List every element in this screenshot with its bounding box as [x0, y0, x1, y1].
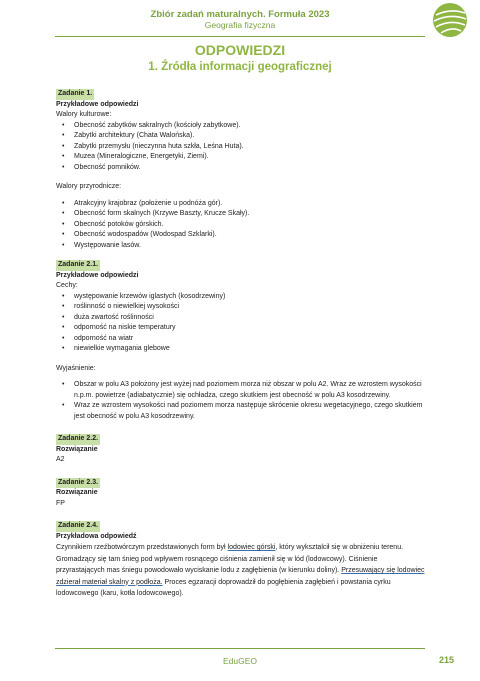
page-number: 215	[438, 655, 454, 665]
task-answer: A2	[56, 456, 65, 463]
list-item: • Obecność pomników.	[74, 163, 426, 174]
list-item: • Atrakcyjny krajobraz (położenie u podnóża gór).	[74, 199, 426, 210]
list-item: • Obszar w polu A3 położony jest wyżej nad poziomem morza niż obszar w polu A2. Wraz ze wzrostem wysokości n.p.m. powietrze (adiabatycznie) się ochładza, czego skutkiem jest obecność w polu A3 kosodrzewiny.	[74, 380, 426, 401]
group-title: Walory przyrodnicze:	[56, 183, 122, 190]
task-subtitle: Przykładowa odpowiedź	[56, 532, 137, 540]
list-item: • Zabytki przemysłu (nieczynna huta szkła, Leśna Huta).	[74, 142, 426, 153]
group-title: Walory kulturowe:	[56, 111, 112, 118]
underlined-text: lodowiec górski	[227, 544, 276, 551]
task-label: Zadanie 2.4.	[56, 521, 100, 532]
list-item: • Obecność form skalnych (Krzywe Baszty, Krucze Skały).	[74, 209, 426, 220]
list-item: • Zabytki architektury (Chata Walońska).	[74, 131, 426, 142]
task-label: Zadanie 2.3.	[56, 478, 100, 489]
list-item: • duża zwartość roślinności	[74, 313, 426, 324]
underlined-text: Przesuwający się lodowiec zdzierał materiał skalny z podłoża.	[56, 567, 425, 586]
page-header	[0, 0, 480, 40]
cultural-list	[56, 121, 426, 174]
section-title: 1. Źródła informacji geograficznej	[148, 61, 332, 73]
group-title: Cechy:	[56, 282, 78, 289]
globe-logo-icon	[432, 2, 468, 38]
group-title: Wyjaśnienie:	[56, 364, 96, 372]
header-divider	[55, 36, 425, 37]
task-subtitle: Rozwiązanie	[56, 445, 98, 453]
list-item: • występowanie krzewów iglastych (kosodrzewiny)	[74, 292, 426, 303]
task-label: Zadanie 2.1.	[56, 260, 100, 271]
features-list	[56, 292, 426, 355]
explanation-list	[56, 380, 426, 422]
task-answer: FP	[56, 499, 65, 507]
list-item: • Obecność zabytków sakralnych (kościoły zabytkowe).	[74, 121, 426, 132]
list-item: • odporność na niskie temperatury	[74, 323, 426, 334]
footer-divider	[55, 648, 425, 649]
list-item: • Wraz ze wzrostem wysokości nad poziomem morza następuje skrócenie okresu wegetacyjnego, czego skutkiem jest obecność w polu A3 kosodrzewiny.	[74, 401, 426, 422]
task-label: Zadanie 1.	[56, 89, 94, 100]
list-item: • Muzea (Mineralogiczne, Energetyki, Ziemi).	[74, 152, 426, 163]
task-subtitle: Rozwiązanie	[56, 489, 98, 496]
answer-paragraph: Czynnikiem rzeźbotwórczym przedstawionych form był lodowiec górski, który wyksztalcił się w obniżeniu terenu. Gromadzący się tam śnieg pod wpływem rosnącego ciśnienia zamienił się w lód (lodowcowy). Ciśnienie przyrastających mas śniegu powodowało wyciskanie lodu z zagłębienia (w kierunku doliny). Przesuwający się lodowiec zdzierał materiał skalny z podłoża. Proces egzaracji doprowadził do pogłębienia zagłębień i powstania cyrku lodowcowego (karu, kotła lodowcowego).	[56, 544, 425, 597]
task-subtitle: Przykładowe odpowiedzi	[56, 271, 139, 279]
list-item: • niewielkie wymagania glebowe	[74, 344, 426, 355]
footer-brand: EduGEO	[222, 656, 258, 666]
main-title: ODPOWIEDZI	[194, 42, 286, 58]
list-item: • Występowanie lasów.	[74, 241, 426, 252]
header-title: Zbiór zadań maturalnych. Formuła 2023	[150, 9, 330, 20]
task-label: Zadanie 2.2.	[56, 434, 100, 445]
list-item: • odporność na wiatr	[74, 334, 426, 345]
list-item: • Obecność wodospadów (Wodospad Szklarki).	[74, 230, 426, 241]
header-subtitle: Geografia fizyczna	[204, 20, 276, 30]
list-item: • roślinność o niewielkiej wysokości	[74, 302, 426, 313]
list-item: • Obecność potoków górskich.	[74, 220, 426, 231]
answers-content	[56, 86, 426, 600]
natural-list	[56, 199, 426, 252]
task-subtitle: Przykładowe odpowiedzi	[56, 100, 139, 108]
